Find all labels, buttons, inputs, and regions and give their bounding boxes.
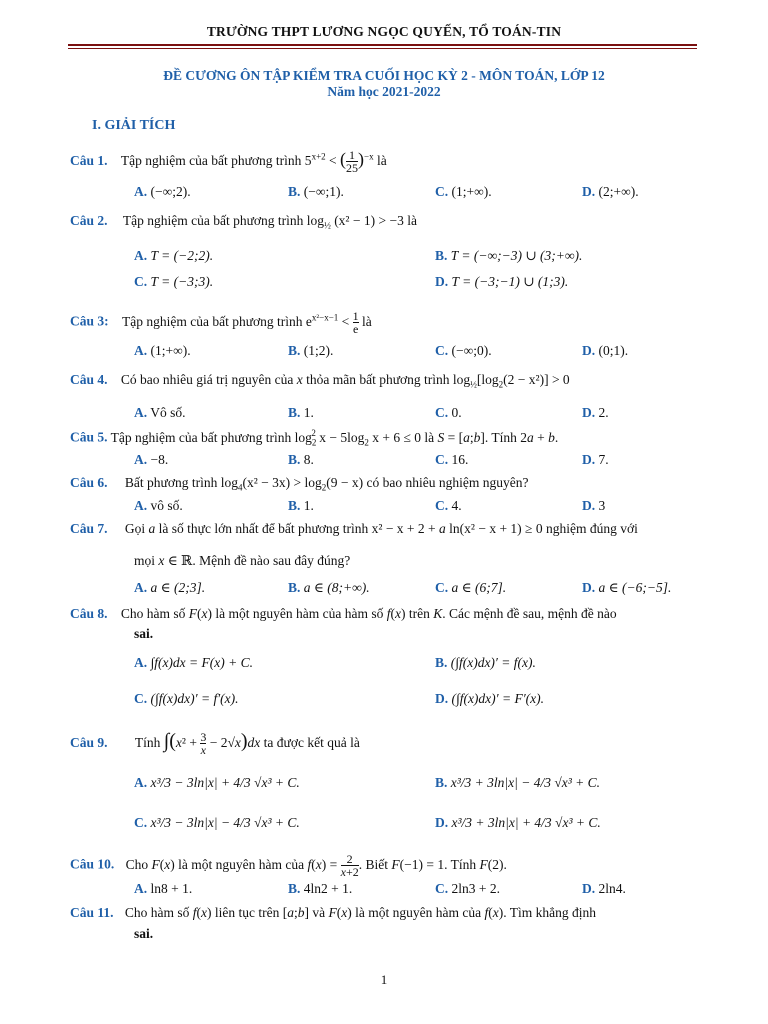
question-2: Câu 2. Tập nghiệm của bất phương trình $\log_{\frac{1}{2}} (x^2 - 1) > -3$ là: [70, 213, 417, 231]
q2-option-a[interactable]: A. T = (−2;2).: [134, 248, 214, 263]
q8-option-a[interactable]: A. ∫f(x)dx = F(x) + C.: [134, 655, 254, 670]
q7-option-a[interactable]: A. a ∈ (2;3].: [134, 580, 206, 595]
q2-option-c[interactable]: C. T = (−3;3).: [134, 274, 214, 289]
question-10: Câu 10. Cho F(x) là một nguyên hàm của f(x) = $\frac{2}{x+2}$ . Biết F(−1) = 1. Tính F(2).: [70, 852, 507, 879]
question-4: Câu 4. Có bao nhiêu giá trị nguyên của x thỏa mãn bất phương trình $\log_{\frac{1}{2}}[\log_2(2 - x^2)] > 0$: [70, 372, 570, 390]
q5-option-a[interactable]: A. −8.: [134, 452, 169, 467]
q6-option-c[interactable]: C. 4.: [435, 498, 462, 513]
q4-option-b[interactable]: B. 1.: [288, 405, 314, 420]
q3-option-c[interactable]: C. (−∞;0).: [435, 343, 492, 358]
header-rule: [68, 44, 697, 46]
q5-option-b[interactable]: B. 8.: [288, 452, 314, 467]
question-11: Câu 11. Cho hàm số f(x) liên tục trên [a;b] và F(x) là một nguyên hàm của f(x). Tìm khẳng định: [70, 905, 597, 920]
q1-option-b[interactable]: B. (−∞;1).: [288, 184, 344, 199]
q8-option-c[interactable]: C. (∫f(x)dx)′ = f′(x).: [134, 691, 239, 706]
doc-subtitle: Năm học 2021-2022: [327, 84, 441, 99]
q8-option-b[interactable]: B. (∫f(x)dx)′ = f(x).: [435, 655, 536, 670]
q3-option-d[interactable]: D. (0;1).: [582, 343, 629, 358]
question-6: Câu 6. Bất phương trình $\log_4(x^2 - 3x) > \log_2(9 - x)$ có bao nhiêu nghiệm nguyên?: [70, 475, 529, 493]
q3-option-b[interactable]: B. (1;2).: [288, 343, 334, 358]
q6-option-d[interactable]: D. 3: [582, 498, 606, 513]
question-5: Câu 5. Tập nghiệm của bất phương trình $\log_2^2 x - 5\log_2$ x + 6 ≤ 0 là S = [a;b]. Tính 2a + b.: [70, 428, 559, 448]
q10-option-c[interactable]: C. 2ln3 + 2.: [435, 881, 500, 896]
q4-option-d[interactable]: D. 2.: [582, 405, 609, 420]
question-7: Câu 7. Gọi a là số thực lớn nhất để bất phương trình x² − x + 2 + a ln(x² − x + 1) ≥ 0 nghiệm đúng với: [70, 521, 638, 536]
q10-option-b[interactable]: B. 4ln2 + 1.: [288, 881, 353, 896]
question-8: Câu 8. Cho hàm số F(x) là một nguyên hàm của hàm số f(x) trên K. Các mệnh đề sau, mệnh đề nào: [70, 606, 617, 621]
q7-option-b[interactable]: B. a ∈ (8;+∞).: [288, 580, 370, 595]
q10-option-a[interactable]: A. ln8 + 1.: [134, 881, 193, 896]
q8-option-d[interactable]: D. (∫f(x)dx)′ = F′(x).: [435, 691, 545, 706]
q1-option-c[interactable]: C. (1;+∞).: [435, 184, 492, 199]
question-9: Câu 9. Tính ∫(x² + $\frac{3}{x}$ − 2√x)dx ta được kết quả là: [70, 730, 360, 758]
q4-option-c[interactable]: C. 0.: [435, 405, 462, 420]
section-heading: I. GIẢI TÍCH: [92, 118, 176, 133]
question-3: Câu 3: Tập nghiệm của bất phương trình $e^{x^2-x-1}$ < $\frac{1}{e}$ là: [70, 309, 372, 336]
q5-option-c[interactable]: C. 16.: [435, 452, 469, 467]
q10-option-d[interactable]: D. 2ln4.: [582, 881, 626, 896]
q9-option-c[interactable]: C. x³/3 − 3ln|x| − 4/3 √x³ + C.: [134, 815, 300, 830]
question-8-cont: sai.: [134, 626, 154, 641]
q2-option-b[interactable]: B. T = (−∞;−3) ∪ (3;+∞).: [435, 248, 583, 263]
page-number: 1: [380, 972, 388, 987]
q2-option-d[interactable]: D. T = (−3;−1) ∪ (1;3).: [435, 274, 569, 289]
question-7-cont: mọi x ∈ ℝ. Mệnh đề nào sau đây đúng?: [134, 553, 351, 568]
question-11-cont: sai.: [134, 926, 154, 941]
q6-option-b[interactable]: B. 1.: [288, 498, 314, 513]
doc-title: ĐỀ CƯƠNG ÔN TẬP KIỂM TRA CUỐI HỌC KỲ 2 - MÔN TOÁN, LỚP 12: [163, 68, 605, 83]
school-header: TRƯỜNG THPT LƯƠNG NGỌC QUYẾN, TỔ TOÁN-TIN: [206, 24, 562, 39]
q3-option-a[interactable]: A. (1;+∞).: [134, 343, 191, 358]
q6-option-a[interactable]: A. vô số.: [134, 498, 183, 513]
q7-option-c[interactable]: C. a ∈ (6;7].: [435, 580, 507, 595]
q4-option-a[interactable]: A. Vô số.: [134, 405, 186, 420]
question-1: Câu 1. Tập nghiệm của bất phương trình $5^{x+2}$ < ( $\frac{1}{25}$ )$^{-x}$ là: [70, 148, 387, 176]
q9-option-d[interactable]: D. x³/3 + 3ln|x| + 4/3 √x³ + C.: [435, 815, 601, 830]
header-rule-thin: [68, 48, 697, 49]
q7-option-d[interactable]: D. a ∈ (−6;−5].: [582, 580, 672, 595]
q5-option-d[interactable]: D. 7.: [582, 452, 609, 467]
q1-option-a[interactable]: A. (−∞;2).: [134, 184, 191, 199]
q9-option-a[interactable]: A. x³/3 − 3ln|x| + 4/3 √x³ + C.: [134, 775, 300, 790]
q1-option-d[interactable]: D. (2;+∞).: [582, 184, 639, 199]
question-number: Câu 1.: [70, 153, 108, 168]
q9-option-b[interactable]: B. x³/3 + 3ln|x| − 4/3 √x³ + C.: [435, 775, 601, 790]
